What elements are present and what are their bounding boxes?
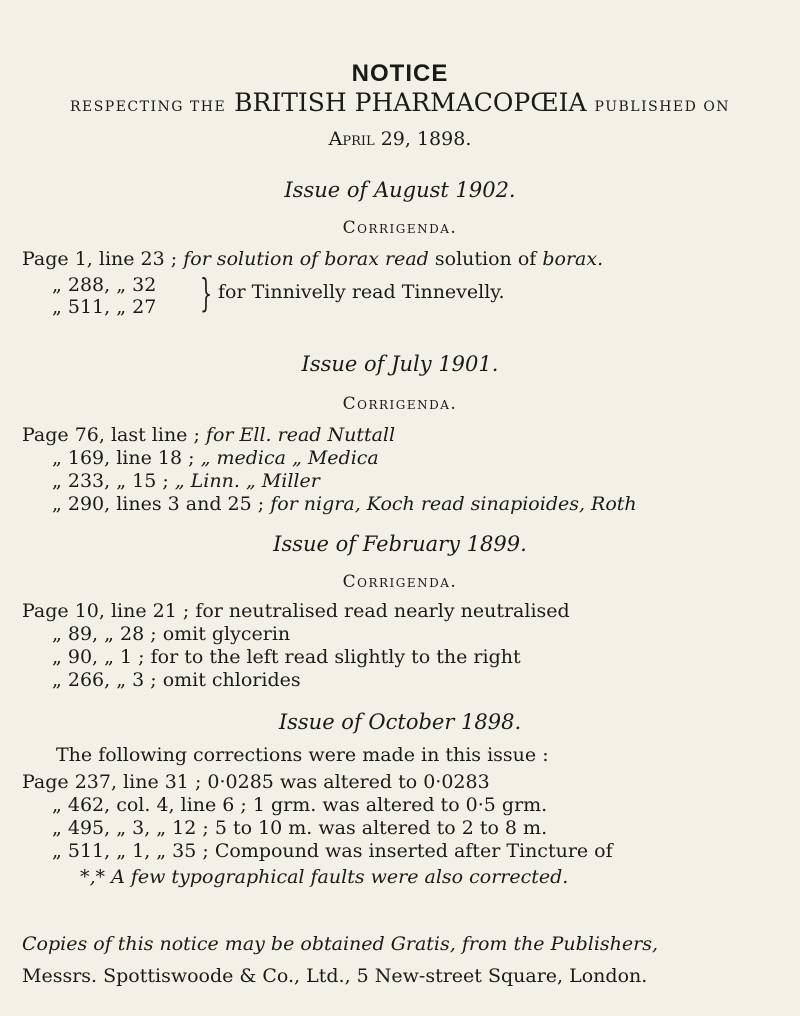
correction-row — [52, 840, 613, 862]
copies-notice: Copies of this notice may be obtained Gratis, from the Publishers, — [22, 933, 659, 955]
correction-row — [52, 447, 379, 469]
correction-ref: „ 290, lines 3 and 25 ; — [52, 493, 265, 515]
publisher-address: Messrs. Spottiswoode & Co., Ltd., 5 New-street Square, London. — [22, 965, 648, 987]
correction-ref: „ 266, „ 3 ; — [52, 669, 157, 691]
notice-heading: NOTICE — [351, 60, 449, 87]
correction-ref: „ 233, „ 15 ; — [52, 470, 169, 492]
correction-ref: Page 10, line 21 ; — [22, 600, 190, 622]
correction-ref: „ 495, „ 3, „ 12 ; — [52, 817, 209, 839]
correction-text: 5 to 10 m. was altered to 2 to 8 m. — [214, 817, 548, 839]
correction-ref: „ 511, „ 1, „ 35 ; — [52, 840, 209, 862]
correction-text: 1 grm. was altered to 0·5 grm. — [252, 794, 548, 816]
pharmacopoeia-title: BRITISH PHARMACOPŒIA — [234, 88, 587, 117]
correction-ref: „ 169, line 18 ; — [52, 447, 195, 469]
correction-text: for to the left read slightly to the right — [150, 646, 521, 668]
correction-text: for Tinnivelly read Tinnevelly. — [218, 281, 505, 303]
correction-row — [52, 646, 521, 668]
publication-date: April 29, 1898. — [328, 128, 472, 150]
issue-heading-jul-1901: Issue of July 1901. — [301, 352, 499, 376]
correction-text: for Ell. read Nuttall — [205, 424, 396, 446]
issue-heading-aug-1902: Issue of August 1902. — [284, 178, 516, 202]
correction-ref: „ 288, „ 32 — [52, 274, 157, 296]
correction-ref: Page 237, line 31 ; — [22, 771, 202, 793]
correction-row — [52, 493, 637, 515]
correction-ref: „ 90, „ 1 ; — [52, 646, 145, 668]
corrigenda-heading-feb-1899: Corrigenda. — [342, 572, 458, 592]
correction-row — [52, 794, 547, 816]
correction-text: solution of — [434, 248, 537, 270]
headline — [0, 88, 800, 117]
correction-text: for neutralised read nearly neutralised — [195, 600, 570, 622]
correction-row — [22, 600, 570, 622]
correction-text: omit glycerin — [162, 623, 291, 645]
correction-text: „ Linn. „ Miller — [174, 470, 320, 492]
corrigenda-heading-jul-1901: Corrigenda. — [342, 394, 458, 414]
correction-ref: Page 76, last line ; — [22, 424, 200, 446]
correction-row — [22, 424, 395, 446]
issue-heading-oct-1898: Issue of October 1898. — [278, 710, 522, 734]
typographical-note: *‚* A few typographical faults were also corrected. — [80, 866, 569, 888]
corrections-intro: The following corrections were made in this issue : — [56, 744, 549, 766]
correction-text: 0·0285 was altered to 0·0283 — [207, 771, 490, 793]
correction-ref: Page 1, line 23 ; — [22, 248, 178, 270]
correction-row — [52, 470, 320, 492]
correction-row — [22, 248, 603, 270]
correction-ref: „ 89, „ 28 ; — [52, 623, 157, 645]
correction-text: borax. — [542, 248, 604, 270]
correction-row — [52, 623, 290, 645]
issue-heading-feb-1899: Issue of February 1899. — [273, 532, 527, 556]
corrigenda-heading-aug-1902: Corrigenda. — [342, 218, 458, 238]
correction-row — [22, 771, 490, 793]
respecting-label: RESPECTING THE — [69, 99, 227, 115]
correction-ref: „ 462, col. 4, line 6 ; — [52, 794, 247, 816]
correction-text: „ medica „ Medica — [200, 447, 379, 469]
right-brace-icon: } — [200, 271, 213, 315]
correction-ref: „ 511, „ 27 — [52, 296, 157, 318]
correction-text: for nigra, Koch read sinapioides, Roth — [270, 493, 637, 515]
correction-text: Compound was inserted after Tincture of — [214, 840, 613, 862]
correction-row — [52, 669, 301, 691]
correction-text: omit chlorides — [162, 669, 301, 691]
correction-text: for solution of borax read — [183, 248, 429, 270]
correction-row — [52, 817, 547, 839]
published-label: PUBLISHED ON — [594, 99, 731, 115]
